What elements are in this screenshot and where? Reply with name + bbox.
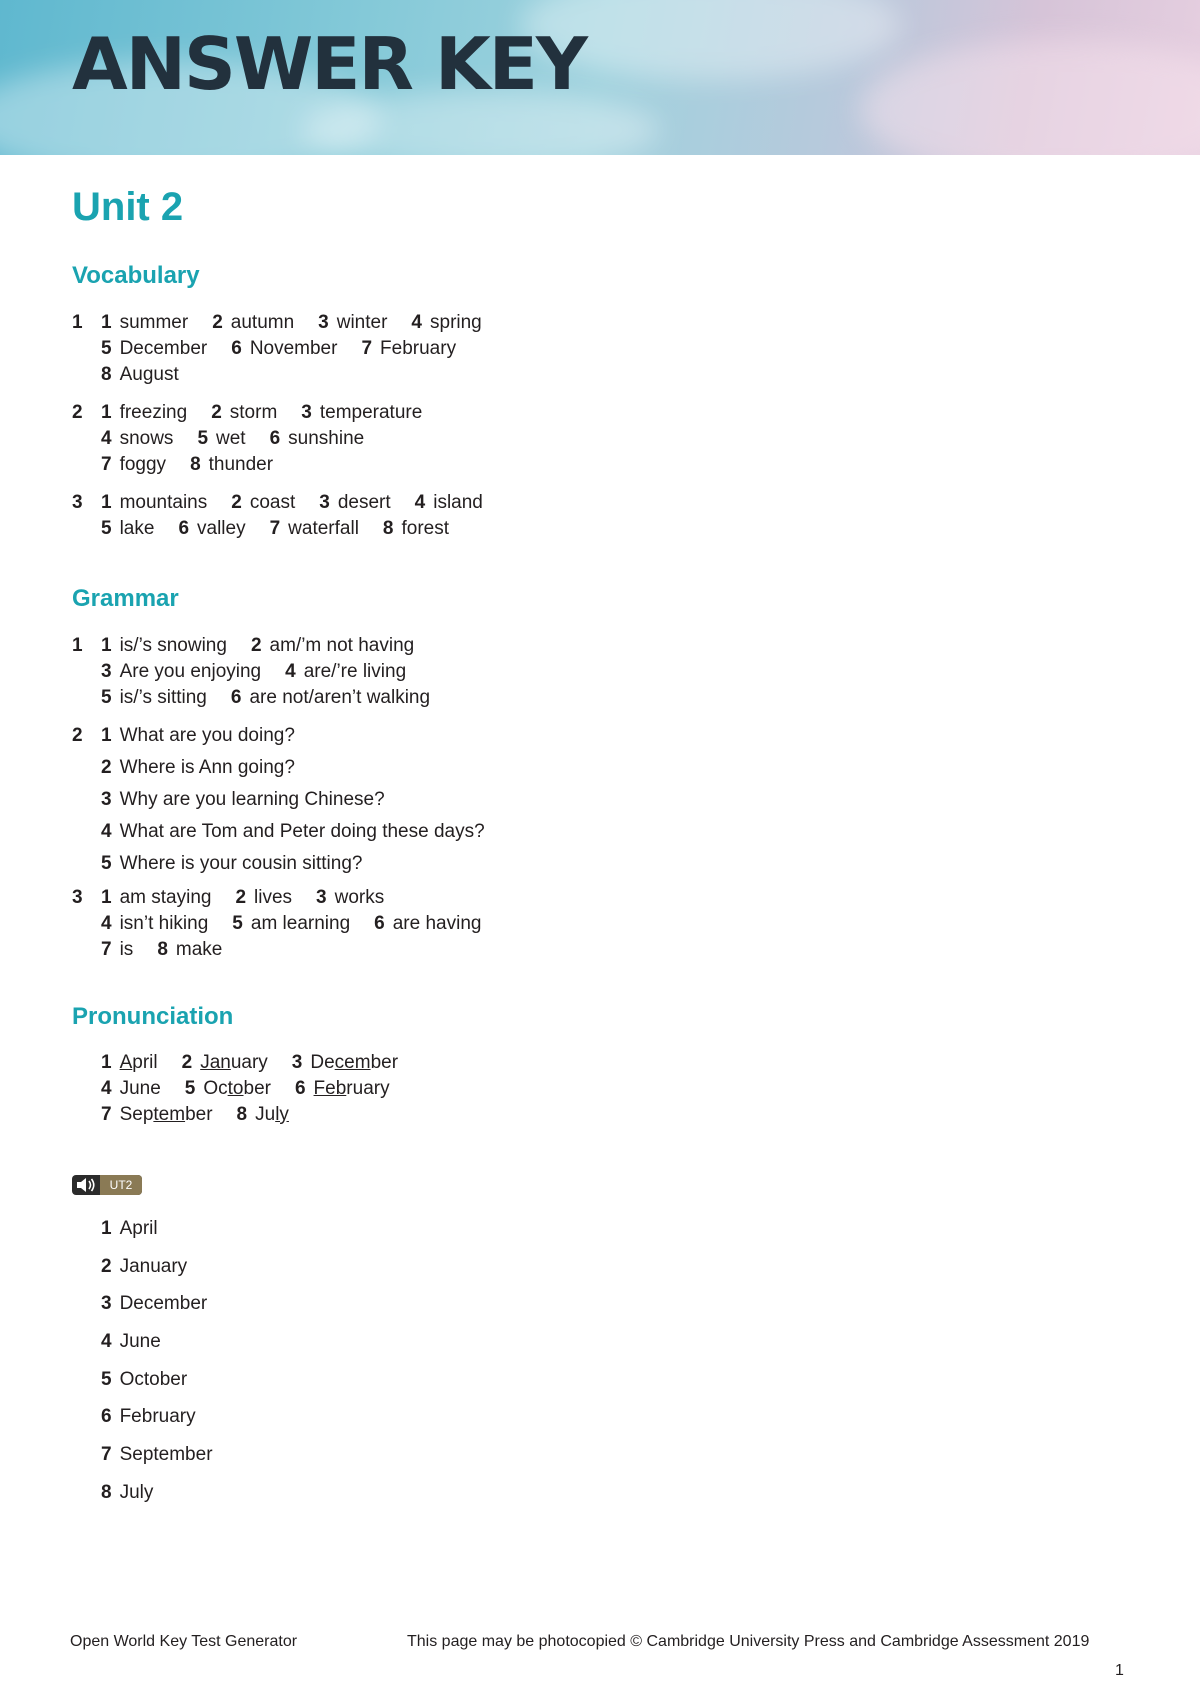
answer-line <box>101 723 509 755</box>
answer-item <box>101 659 261 685</box>
answer-line <box>101 659 454 685</box>
answer-item <box>101 685 207 711</box>
answer-number: 8 <box>101 364 112 385</box>
answer-item <box>231 490 295 516</box>
answer-text: thunder <box>208 454 274 475</box>
answer-line <box>101 400 446 426</box>
answer-number: 3 <box>318 312 329 333</box>
exercise-number: 1 <box>72 312 83 333</box>
word-part: Ju <box>255 1104 276 1125</box>
exercise-answers <box>101 310 506 388</box>
answer-number: 6 <box>178 518 190 539</box>
list-item <box>101 1444 213 1482</box>
answer-number: 5 <box>184 1078 196 1099</box>
answer-item <box>157 937 222 963</box>
answer-text: mountains <box>119 492 208 513</box>
speaker-icon <box>72 1175 100 1195</box>
answer-text: is/’s sitting <box>119 687 207 708</box>
answer-number: 5 <box>197 428 209 449</box>
answer-text: is <box>119 939 134 960</box>
answer-text: is/’s snowing <box>119 635 227 656</box>
answer-line <box>101 1050 422 1076</box>
answer-line <box>101 426 446 452</box>
answer-text: December <box>119 1293 208 1315</box>
answer-line <box>101 516 507 542</box>
answer-text: What are you doing? <box>119 725 295 746</box>
answer-line <box>101 911 505 937</box>
answer-item <box>101 755 295 781</box>
list-item <box>101 1256 213 1294</box>
word-part: uary <box>230 1052 268 1073</box>
answer-number: 3 <box>319 492 330 513</box>
answer-number: 4 <box>101 428 112 449</box>
answer-text: What are Tom and Peter doing these days? <box>119 821 485 842</box>
answer-number: 2 <box>212 312 223 333</box>
answer-number: 2 <box>235 887 247 908</box>
section-title-pronunciation: Pronunciation <box>72 1003 234 1030</box>
audio-track-badge[interactable] <box>72 1175 142 1195</box>
answer-text: coast <box>249 492 296 513</box>
answer-text: foggy <box>119 454 167 475</box>
answer-number: 4 <box>101 913 112 934</box>
answer-text: forest <box>401 518 450 539</box>
answer-text: waterfall <box>288 518 359 539</box>
answer-number: 7 <box>269 518 281 539</box>
answer-number: 3 <box>101 1293 112 1315</box>
answer-text: desert <box>337 492 391 513</box>
footer-product: Open World Key Test Generator <box>70 1633 298 1650</box>
answer-number: 7 <box>101 1444 112 1466</box>
answer-number: 3 <box>291 1052 303 1073</box>
answer-number: 6 <box>231 338 242 359</box>
header-banner <box>0 0 1200 155</box>
answer-line <box>101 937 505 963</box>
answer-number: 5 <box>101 518 112 539</box>
answer-item <box>237 1102 289 1128</box>
list-item <box>101 1482 213 1520</box>
answer-number: 8 <box>101 1481 112 1503</box>
answer-number: 2 <box>181 1052 193 1073</box>
audio-track-code: UT2 <box>100 1175 142 1195</box>
answer-text: February <box>380 338 457 359</box>
answer-line <box>101 787 509 819</box>
answer-number: 3 <box>101 661 112 682</box>
answer-text: storm <box>229 402 278 423</box>
answer-line <box>101 885 505 911</box>
answer-item <box>212 310 294 336</box>
stressed-syllable: to <box>227 1078 244 1099</box>
answer-text: June <box>119 1331 161 1353</box>
answer-item <box>101 819 485 845</box>
answer-item <box>178 516 245 542</box>
answer-item <box>318 310 387 336</box>
answer-text: am staying <box>119 887 212 908</box>
answer-item <box>101 362 179 388</box>
answer-line <box>101 1076 422 1102</box>
answer-text: January <box>119 1255 188 1277</box>
answer-item <box>101 310 188 336</box>
answer-text: freezing <box>119 402 188 423</box>
answer-text: am/’m not having <box>269 635 415 656</box>
answer-text: are/’re living <box>303 661 407 682</box>
stressed-syllable: Jan <box>200 1052 231 1073</box>
answer-item <box>101 516 154 542</box>
word-part: ber <box>370 1052 399 1073</box>
word-part: ber <box>243 1078 271 1099</box>
answer-line <box>101 819 509 851</box>
answer-text: spring <box>430 312 482 333</box>
answer-line <box>101 1102 422 1128</box>
answer-number: 1 <box>101 492 112 513</box>
exercise-answers <box>101 1050 422 1128</box>
answer-number: 5 <box>101 338 112 359</box>
answer-item <box>101 1102 213 1128</box>
answer-line <box>101 362 506 388</box>
list-item <box>101 1331 213 1369</box>
stressed-syllable: cem <box>334 1052 371 1073</box>
answer-number: 7 <box>101 939 112 960</box>
word-part: ruary <box>346 1078 390 1099</box>
answer-item <box>361 336 456 362</box>
answer-number: 1 <box>101 887 112 908</box>
exercise-number: 3 <box>72 492 83 513</box>
stressed-syllable: ly <box>275 1104 289 1125</box>
answer-number: 4 <box>411 312 422 333</box>
exercise-answers <box>101 633 454 711</box>
answer-item <box>101 400 187 426</box>
answer-number: 1 <box>101 402 112 423</box>
exercise-answers <box>101 885 505 963</box>
answer-text: island <box>433 492 483 513</box>
answer-number: 1 <box>101 312 112 333</box>
word-part: pril <box>132 1052 158 1073</box>
answer-text: October <box>119 1368 188 1390</box>
answer-number: 7 <box>361 338 373 359</box>
answer-item <box>101 336 207 362</box>
answer-text: February <box>119 1406 196 1428</box>
unit-title: Unit 2 <box>72 185 184 229</box>
answer-text: winter <box>336 312 388 333</box>
answer-item <box>101 452 166 478</box>
exercise-number: 2 <box>72 402 83 423</box>
answer-item <box>101 851 362 877</box>
answer-number: 2 <box>211 402 222 423</box>
answer-item <box>101 426 173 452</box>
answer-number: 4 <box>101 1331 112 1353</box>
answer-number: 6 <box>374 913 385 934</box>
answer-number: 6 <box>269 428 281 449</box>
section-title-vocabulary: Vocabulary <box>72 262 200 289</box>
answer-line <box>101 336 506 362</box>
answer-item <box>211 400 277 426</box>
answer-item <box>232 911 350 937</box>
list-item <box>101 1218 213 1256</box>
answer-number: 6 <box>230 687 242 708</box>
answer-item <box>301 400 422 426</box>
answer-text: wet <box>216 428 246 449</box>
answer-text: August <box>119 364 179 385</box>
answer-line <box>101 755 509 787</box>
answer-number: 2 <box>101 1255 112 1277</box>
answer-text: am learning <box>250 913 351 934</box>
answer-text: lake <box>119 518 155 539</box>
answer-text: are not/aren’t walking <box>249 687 431 708</box>
answer-number: 2 <box>101 757 112 778</box>
answer-item <box>285 659 406 685</box>
answer-number: 8 <box>190 454 201 475</box>
answer-item <box>383 516 449 542</box>
answer-item <box>316 885 384 911</box>
section-title-grammar: Grammar <box>72 585 179 612</box>
answer-number: 2 <box>250 635 262 656</box>
answer-item <box>415 490 483 516</box>
stressed-syllable: tem <box>153 1104 186 1125</box>
answer-number: 1 <box>101 635 112 656</box>
answer-item <box>101 911 208 937</box>
answer-text: summer <box>119 312 189 333</box>
answer-text: July <box>119 1481 154 1503</box>
page-title: ANSWER KEY <box>72 22 587 106</box>
answer-number: 3 <box>101 789 112 810</box>
answer-number: 4 <box>101 1078 112 1099</box>
answer-line <box>101 490 507 516</box>
answer-text: autumn <box>230 312 295 333</box>
answer-item <box>251 633 414 659</box>
word-part: ber <box>185 1104 213 1125</box>
answer-item <box>270 426 365 452</box>
stressed-syllable: Feb <box>313 1078 347 1099</box>
answer-item <box>295 1076 390 1102</box>
list-item <box>101 1369 213 1407</box>
answer-text: valley <box>197 518 246 539</box>
answer-item <box>319 490 390 516</box>
answer-number: 7 <box>101 1104 112 1125</box>
answer-text: temperature <box>319 402 423 423</box>
answer-item <box>270 516 359 542</box>
answer-item <box>197 426 245 452</box>
answer-item <box>231 336 337 362</box>
answer-item <box>101 633 227 659</box>
answer-text: lives <box>254 887 293 908</box>
word-part: Oc <box>203 1078 228 1099</box>
answer-text: make <box>175 939 223 960</box>
answer-number: 8 <box>157 939 168 960</box>
answer-number: 5 <box>101 853 112 874</box>
answer-item <box>182 1050 268 1076</box>
answer-number: 1 <box>101 1052 112 1073</box>
answer-text: Are you enjoying <box>119 661 262 682</box>
answer-text: are having <box>392 913 482 934</box>
answer-item <box>101 490 207 516</box>
answer-number: 5 <box>232 913 243 934</box>
word-part: De <box>310 1052 335 1073</box>
footer-copyright: This page may be photocopied © Cambridge University Press and Cambridge Assessment 2019 <box>407 1633 1090 1650</box>
answer-number: 4 <box>285 661 296 682</box>
exercise-answers <box>101 400 446 478</box>
answer-number: 1 <box>101 725 112 746</box>
answer-item <box>235 885 292 911</box>
audio-answer-list <box>101 1218 213 1520</box>
answer-line <box>101 685 454 711</box>
exercise-number: 1 <box>72 635 83 656</box>
exercise-answers <box>101 490 507 542</box>
answer-line <box>101 633 454 659</box>
answer-text: sunshine <box>288 428 365 449</box>
list-item <box>101 1293 213 1331</box>
answer-line <box>101 851 509 883</box>
answer-number: 4 <box>414 492 426 513</box>
answer-text: isn’t hiking <box>119 913 209 934</box>
answer-text: Why are you learning Chinese? <box>119 789 385 810</box>
answer-text: Where is your cousin sitting? <box>119 853 363 874</box>
answer-number: 6 <box>101 1406 112 1428</box>
answer-text: Where is Ann going? <box>119 757 295 778</box>
answer-number: 6 <box>294 1078 306 1099</box>
answer-number: 8 <box>382 518 394 539</box>
answer-item <box>411 310 481 336</box>
answer-text: November <box>249 338 338 359</box>
answer-text: April <box>119 1218 158 1239</box>
exercise-answers <box>101 723 509 883</box>
answer-number: 1 <box>101 1218 112 1239</box>
answer-line <box>101 452 446 478</box>
answer-line <box>101 310 506 336</box>
answer-number: 7 <box>101 454 112 475</box>
answer-number: 5 <box>101 1368 112 1390</box>
list-item <box>101 1406 213 1444</box>
answer-text: works <box>334 887 385 908</box>
answer-item <box>190 452 273 478</box>
answer-number: 2 <box>231 492 242 513</box>
answer-item <box>101 1050 158 1076</box>
answer-item <box>292 1050 398 1076</box>
answer-item <box>101 787 385 813</box>
answer-item <box>101 1076 161 1102</box>
exercise-number: 2 <box>72 725 83 746</box>
answer-number: 4 <box>101 821 112 842</box>
page-number: 1 <box>1115 1662 1124 1679</box>
answer-item <box>231 685 430 711</box>
word-part: Sep <box>119 1104 154 1125</box>
answer-item <box>101 885 211 911</box>
answer-number: 3 <box>316 887 327 908</box>
answer-item <box>374 911 481 937</box>
answer-text: December <box>119 338 208 359</box>
answer-item <box>185 1076 271 1102</box>
answer-item <box>101 723 295 749</box>
answer-number: 8 <box>236 1104 248 1125</box>
answer-text: September <box>119 1444 213 1466</box>
stressed-syllable: A <box>119 1052 133 1073</box>
word-part: June <box>119 1078 161 1099</box>
answer-text: snows <box>119 428 174 449</box>
answer-number: 3 <box>301 402 312 423</box>
answer-item <box>101 937 133 963</box>
exercise-number: 3 <box>72 887 83 908</box>
answer-number: 5 <box>101 687 112 708</box>
